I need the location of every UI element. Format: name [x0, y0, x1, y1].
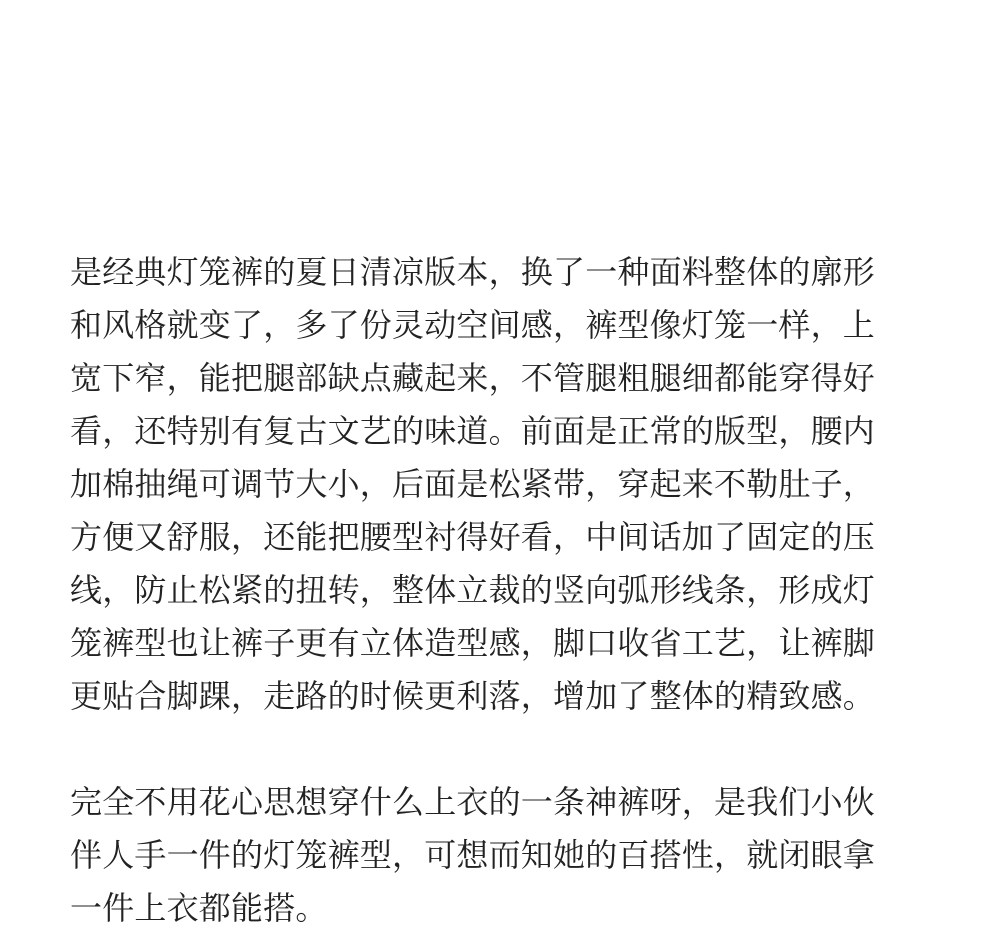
text-line: 方便又舒服，还能把腰型衬得好看，中间话加了固定的压: [70, 518, 876, 556]
article-body: [70, 246, 920, 935]
text-line: 宽下窄，能把腿部缺点藏起来，不管腿粗腿细都能穿得好: [70, 359, 876, 397]
text-line: 是经典灯笼裤的夏日清凉版本，换了一种面料整体的廓形: [70, 253, 876, 291]
paragraph-1: [70, 246, 920, 723]
text-line: 看，还特别有复古文艺的味道。前面是正常的版型，腰内: [70, 412, 876, 450]
text-line: 线，防止松紧的扭转，整体立裁的竖向弧形线条，形成灯: [70, 571, 876, 609]
paragraph-2: [70, 776, 920, 935]
text-line: 伴人手一件的灯笼裤型，可想而知她的百搭性，就闭眼拿: [70, 836, 876, 874]
text-line: 和风格就变了，多了份灵动空间感，裤型像灯笼一样，上: [70, 306, 876, 344]
text-line: 一件上衣都能搭。: [70, 889, 328, 927]
text-line: 笼裤型也让裤子更有立体造型感，脚口收省工艺，让裤脚: [70, 624, 876, 662]
text-line: 完全不用花心思想穿什么上衣的一条神裤呀，是我们小伙: [70, 783, 876, 821]
text-line: 加棉抽绳可调节大小，后面是松紧带，穿起来不勒肚子，: [70, 465, 876, 503]
text-line: 更贴合脚踝，走路的时候更利落，增加了整体的精致感。: [70, 677, 876, 715]
